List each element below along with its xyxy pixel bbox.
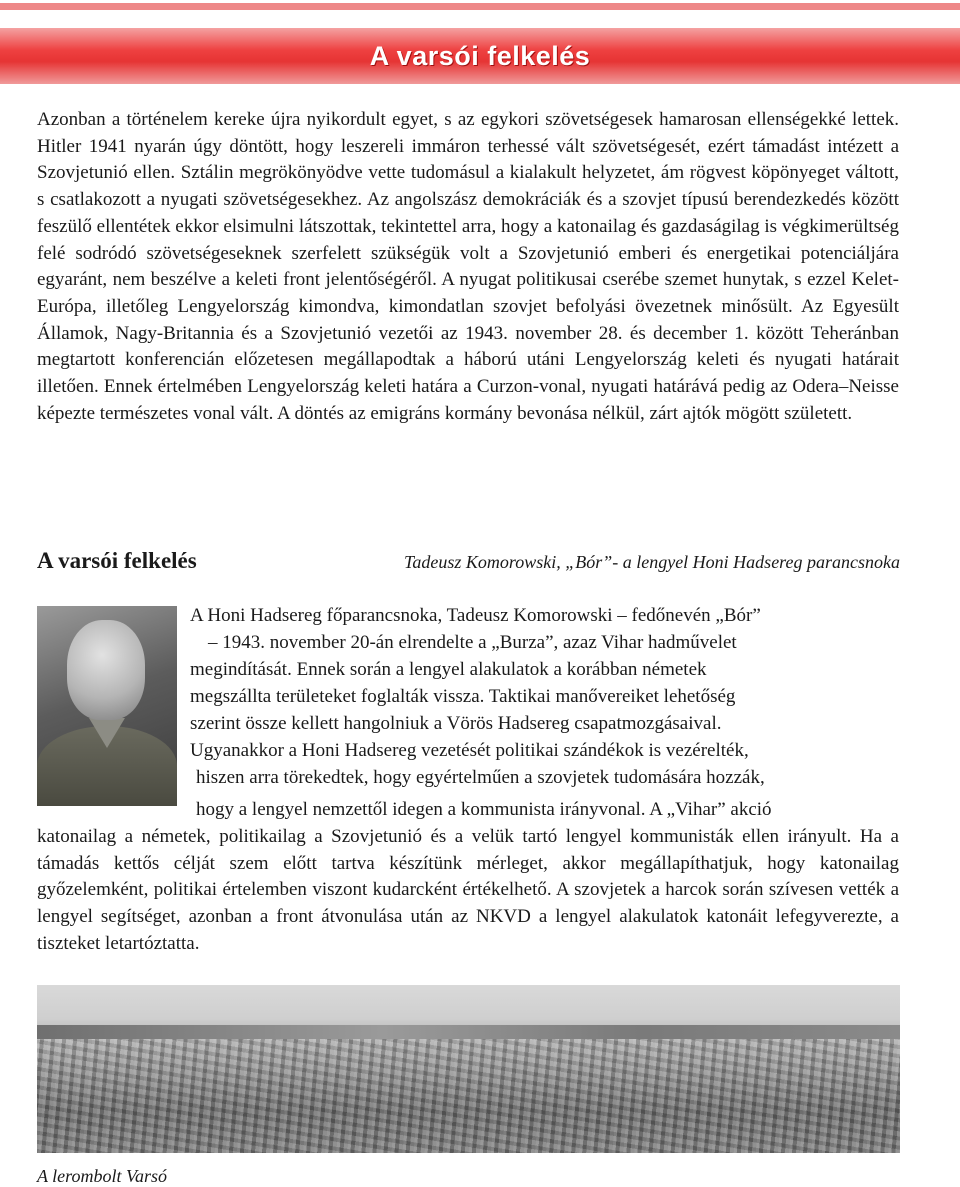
wrapped-line: – 1943. november 20-án elrendelte a „Burza”, azaz Vihar hadművelet xyxy=(208,632,737,653)
ruined-warsaw-photo xyxy=(37,985,900,1153)
wrapped-line: Ugyanakkor a Honi Hadsereg vezetését politikai szándékok is vezérelték, xyxy=(190,740,749,761)
wrapped-line: hiszen arra törekedtek, hogy egyértelműen a szovjetek tudomására hozzák, xyxy=(196,767,765,788)
page-title: A varsói felkelés xyxy=(369,40,591,71)
wrapped-line: hogy a lengyel nemzettől idegen a kommunista irányvonal. A „Vihar” akció xyxy=(196,799,772,820)
komorowski-portrait xyxy=(37,606,177,806)
continuation-paragraph: katonailag a németek, politikailag a Szovjetunió és a velük tartó lengyel kommunisták ellen irányult. Ha a támadás kettős célját szem előtt tartva készítünk mérleget, akkor megállapíthatjuk, hogy katonailag győzelemként, politikai értelemben viszont kudarcként értékelhető. A szovjetek a harcok során szívesen vették a lengyel segítséget, azonban a front átvonulása után az NKVD a lengyel alakulatok katonáit lefegyverezte, a tiszteket letartóztatta. xyxy=(37,826,899,954)
top-decorative-rule xyxy=(0,3,960,10)
intro-paragraph: Azonban a történelem kereke újra nyikordult egyet, s az egykori szövetségesek hamarosan ellenségekké lettek. Hitler 1941 nyarán úgy döntött, hogy leszereli immáron terhessé vált szövetségesét, ezért támadást intézett a Szovjetunió ellen. Sztálin megrökönyödve vette tudomásul a kialakult helyzetet, ám rögvest köpönyeget váltott, s csatlakozott a nyugati szövetségesekhez. Az angolszász demokráciák és a szovjet típusú berendezkedés között feszülő ellentétek ekkor elsimulni látszottak, tekintettel arra, hogy a katonailag és gazdaságilag is végkimerültség felé sodródó szövetségeseknek szerfelett szükségük volt a Szovjetunió emberi és energetikai potenciáljára egyaránt, nem beszélve a keleti front jelentőségéről. A nyugat politikusai cserébe szemet hunytak, s ezzel Kelet-Európa, illetőleg Lengyelország kimondva, kimondatlan szovjet befolyási övezetnek minősült. Az Egyesült Államok, Nagy-Britannia és a Szovjetunió vezetői az 1943. november 28. és december 1. között Teheránban megtartott konferencián előzetesen megállapodtak a háború utáni Lengyelország keleti és nyugati határait illetően. Ennek értelmében Lengyelország keleti határa a Curzon-vonal, nyugati határává pedig az Odera–Neisse képezte természetes vonal vált. A döntés az emigráns kormány bevonása nélkül, zárt ajtók mögött született. xyxy=(37,109,899,424)
wrapped-line: szerint össze kellett hangolniuk a Vörös Hadsereg csapatmozgásaival. xyxy=(190,713,722,734)
section-heading: A varsói felkelés xyxy=(37,548,197,573)
photo-horizon xyxy=(37,1025,900,1039)
wrapped-line: megszállta területeket foglalták vissza. Taktikai manővereiket lehetőség xyxy=(190,686,736,707)
portrait-head xyxy=(67,620,145,720)
wrapped-line: megindítását. Ennek során a lengyel alakulatok a korábban németek xyxy=(190,659,707,680)
wrapped-line: A Honi Hadsereg főparancsnoka, Tadeusz Komorowski – fedőnevén „Bór” xyxy=(190,605,761,626)
bottom-photo-caption: A lerombolt Varsó xyxy=(37,1166,168,1186)
photo-rubble xyxy=(37,1039,900,1153)
portrait-caption: Tadeusz Komorowski, „Bór”- a lengyel Honi Hadsereg parancsnoka xyxy=(404,552,900,572)
